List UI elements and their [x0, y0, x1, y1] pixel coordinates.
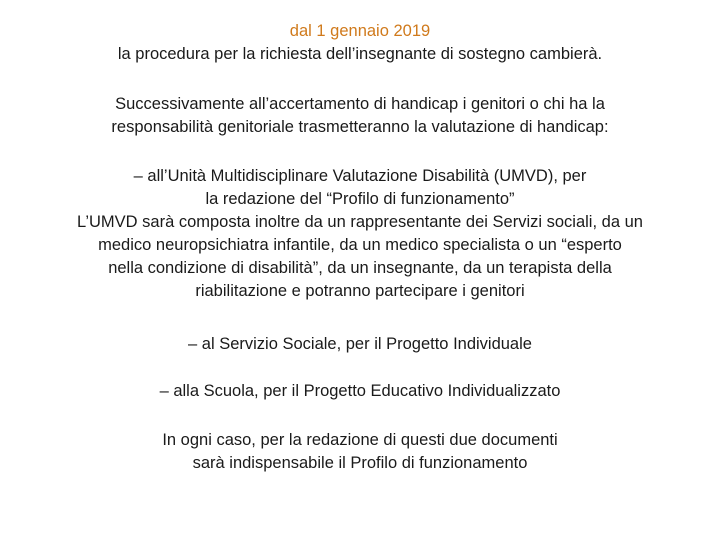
servizio-sociale-item: [20, 333, 700, 356]
intro-line: responsabilità genitoriale trasmetteranno la valutazione di handicap:: [111, 118, 609, 136]
umvd-line: riabilitazione e potranno partecipare i genitori: [195, 282, 525, 300]
heading-date: dal 1 gennaio 2019: [289, 22, 431, 40]
heading-subtitle: la procedura per la richiesta dell’insegnante di sostegno cambierà.: [117, 45, 603, 63]
umvd-line: L’UMVD sarà composta inoltre da un rappresentante dei Servizi sociali, da un: [77, 213, 643, 231]
conclusion-paragraph: [20, 429, 700, 475]
servizio-sociale-text: – al Servizio Sociale, per il Progetto Individuale: [188, 335, 532, 353]
umvd-line: – all’Unità Multidisciplinare Valutazione Disabilità (UMVD), per: [133, 167, 587, 185]
umvd-paragraph: [20, 165, 700, 303]
umvd-line: nella condizione di disabilità”, da un insegnante, da un terapista della: [108, 259, 612, 277]
conclusion-line: sarà indispensabile il Profilo di funzionamento: [192, 454, 528, 472]
umvd-line: medico neuropsichiatra infantile, da un medico specialista o un “esperto: [98, 236, 622, 254]
scuola-text: – alla Scuola, per il Progetto Educativo Individualizzato: [159, 382, 561, 400]
heading: [20, 20, 700, 66]
intro-paragraph: [20, 93, 700, 139]
intro-line: Successivamente all’accertamento di handicap i genitori o chi ha la: [115, 95, 605, 113]
conclusion-line: In ogni caso, per la redazione di questi due documenti: [162, 431, 558, 449]
umvd-line: la redazione del “Profilo di funzionamento”: [205, 190, 515, 208]
scuola-item: [20, 380, 700, 403]
